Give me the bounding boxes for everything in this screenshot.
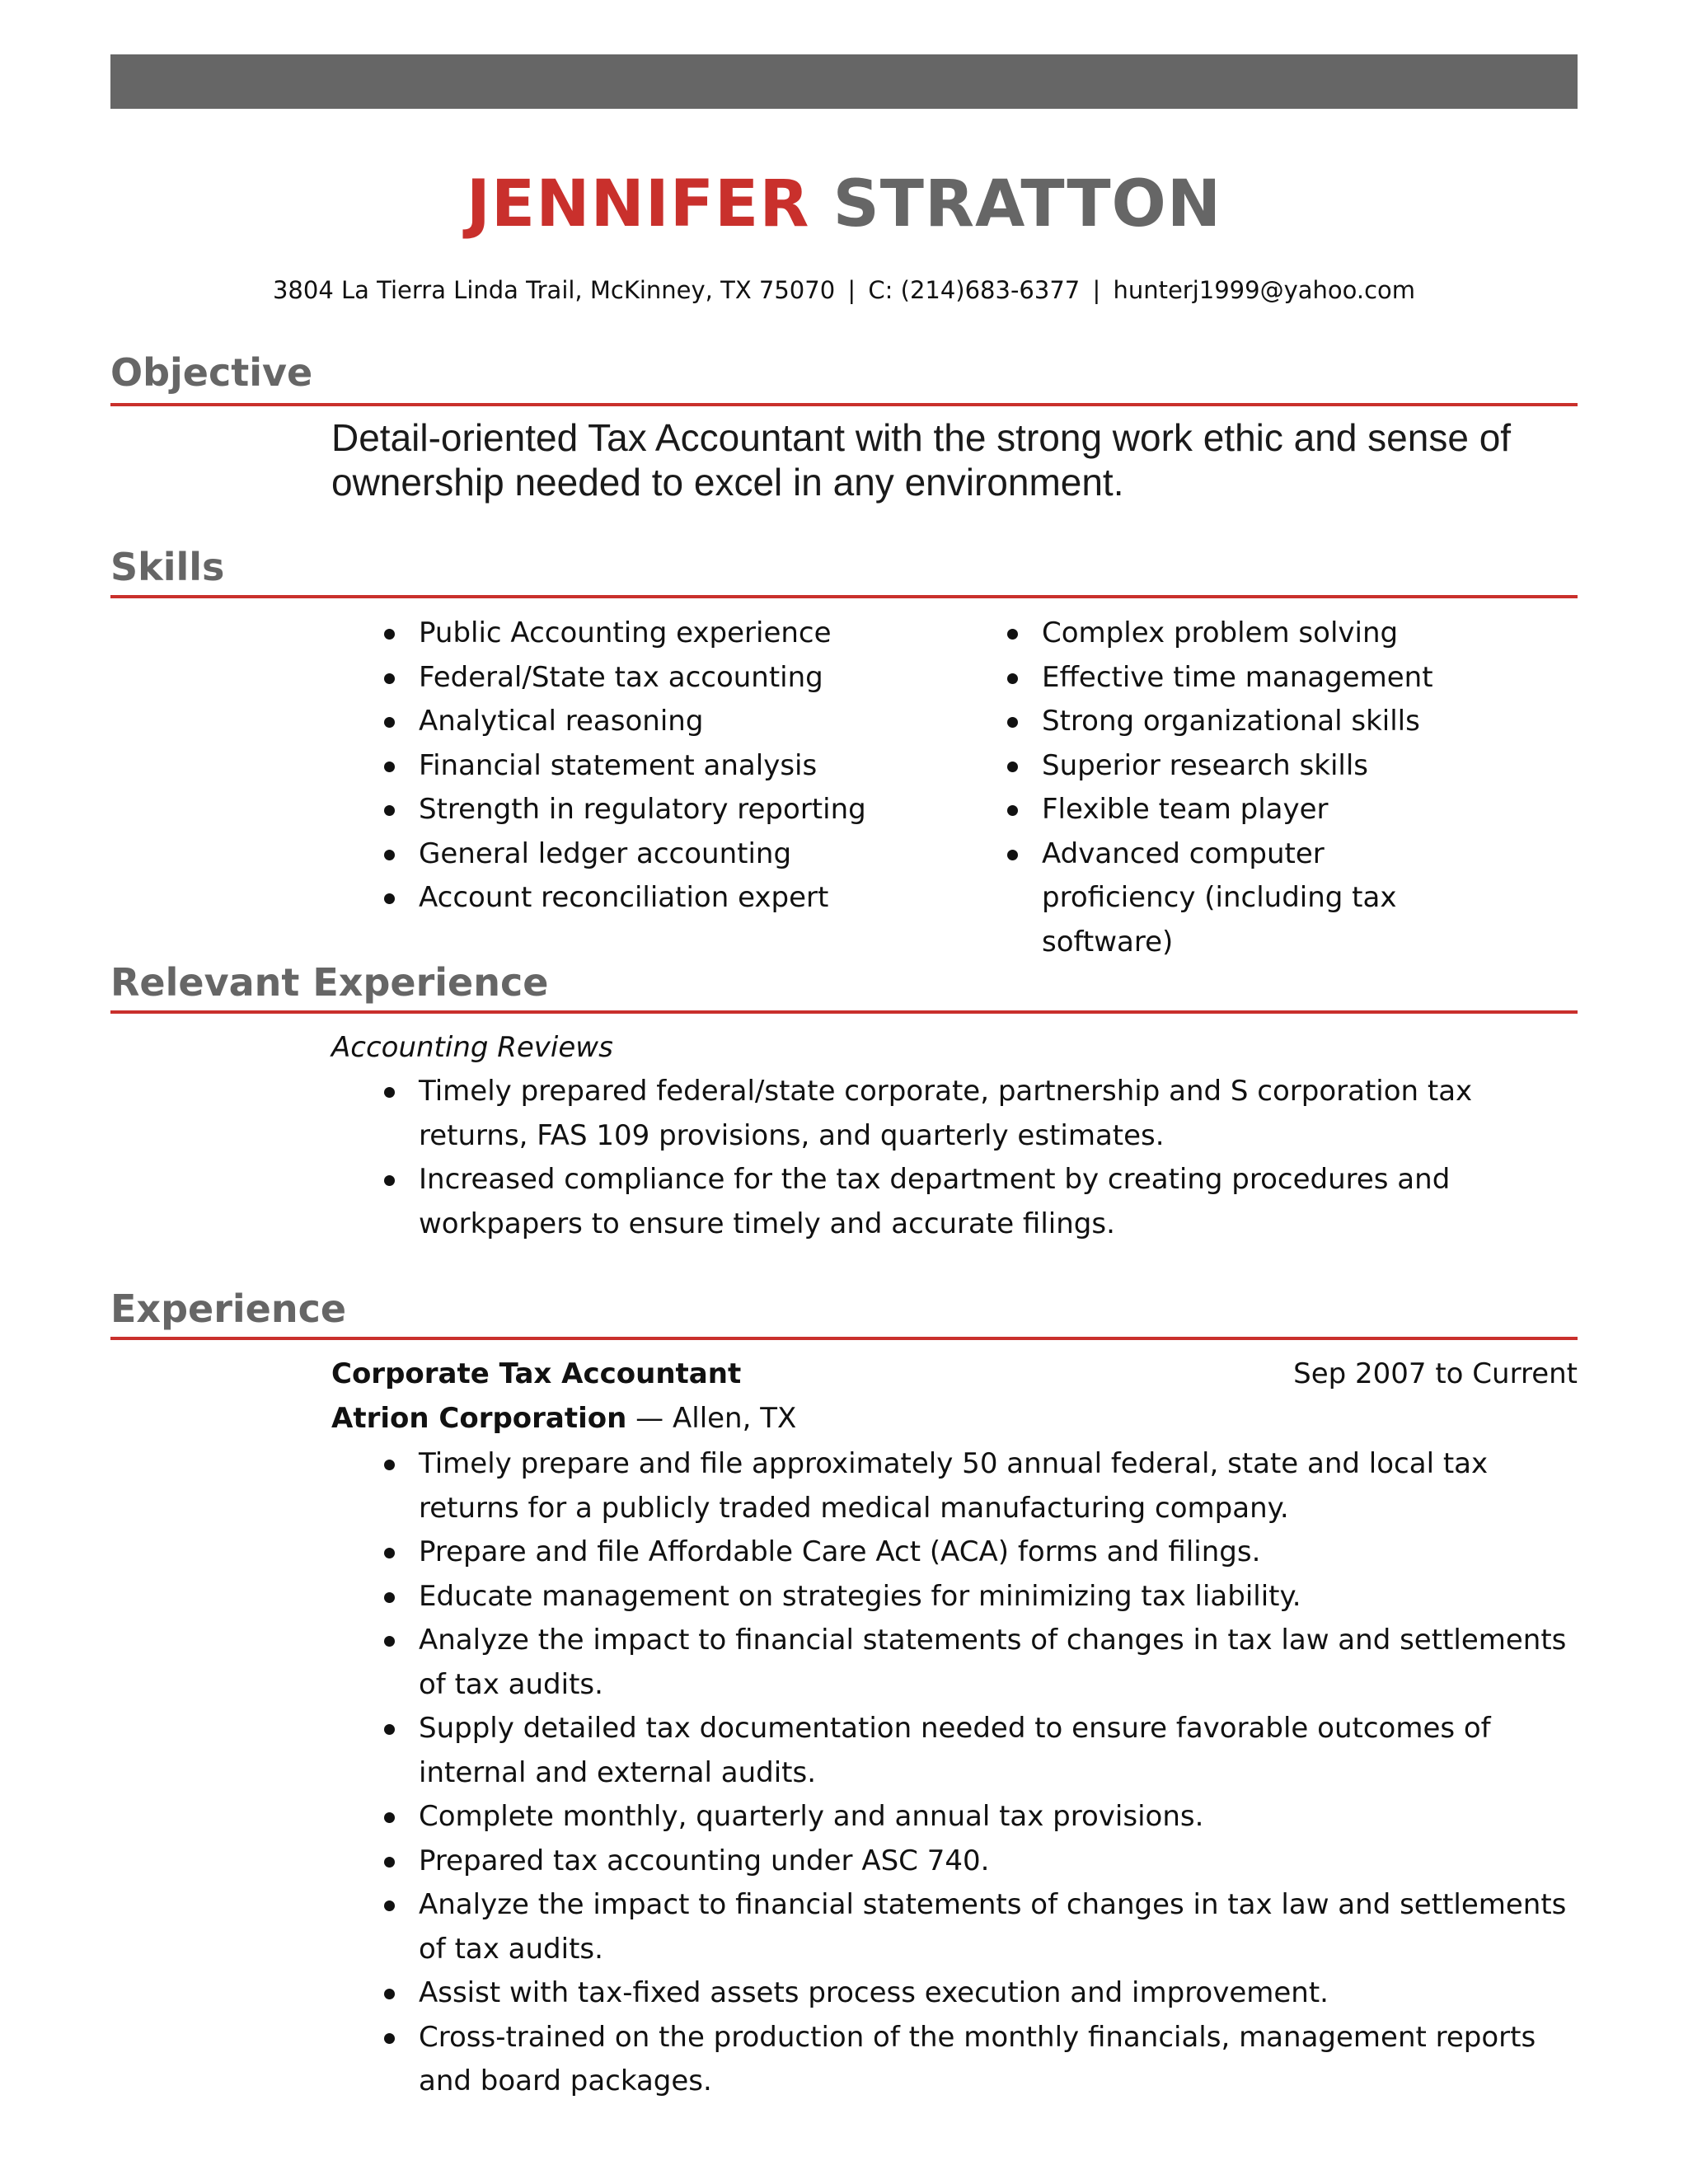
experience-bullet: Cross-trained on the production of the monthly financials, management reports and board packages.: [331, 2016, 1578, 2104]
experience-heading: Experience: [110, 1286, 347, 1331]
address: 3804 La Tierra Linda Trail, McKinney, TX 75070: [272, 276, 836, 304]
skill-item: Account reconciliation expert: [331, 876, 908, 921]
relevant-experience-heading: Relevant Experience: [110, 960, 549, 1005]
header-bar: [110, 54, 1578, 109]
skill-item: Strong organizational skills: [954, 700, 1573, 744]
experience-list: [331, 1442, 1578, 2104]
skills-heading: Skills: [110, 545, 225, 589]
skill-item: Strength in regulatory reporting: [331, 788, 908, 832]
experience-bullet: Analyze the impact to financial statements of changes in tax law and settlements of tax audits.: [331, 1883, 1578, 1971]
section-divider: [110, 403, 1578, 406]
experience-bullet: Supply detailed tax documentation needed to ensure favorable outcomes of internal and external audits.: [331, 1707, 1578, 1795]
job-title: Corporate Tax Accountant: [331, 1357, 742, 1390]
experience-bullet: Prepared tax accounting under ASC 740.: [331, 1840, 1578, 1884]
experience-bullet: Timely prepared federal/state corporate, partnership and S corporation tax returns, FAS 109 provisions, and quarterly estimates.: [331, 1070, 1578, 1158]
company-separator: —: [635, 1402, 664, 1435]
skill-item: Financial statement analysis: [331, 744, 908, 789]
phone: C: (214)683-6377: [868, 276, 1081, 304]
skill-item: Federal/State tax accounting: [331, 656, 908, 701]
skill-item: Advanced computer proficiency (including tax software): [954, 832, 1470, 965]
skill-item: Complex problem solving: [954, 612, 1573, 656]
objective-heading: Objective: [110, 350, 313, 395]
section-divider: [110, 1010, 1578, 1014]
job-location: Allen, TX: [672, 1402, 797, 1435]
company-name: Atrion Corporation: [331, 1402, 627, 1435]
experience-bullet: Complete monthly, quarterly and annual tax provisions.: [331, 1795, 1578, 1840]
email: hunterj1999@yahoo.com: [1113, 276, 1416, 304]
relevant-experience-subheading: Accounting Reviews: [331, 1031, 613, 1064]
job-dates: Sep 2007 to Current: [1293, 1357, 1578, 1390]
job-company-line: [331, 1398, 796, 1439]
skill-item: Superior research skills: [954, 744, 1573, 789]
first-name: JENNIFER: [466, 167, 810, 241]
relevant-experience-list: [331, 1070, 1578, 1246]
skill-item: General ledger accounting: [331, 832, 908, 877]
experience-bullet: Analyze the impact to financial statements of changes in tax law and settlements of tax audits.: [331, 1619, 1578, 1707]
skill-item: Flexible team player: [954, 788, 1573, 832]
skill-item: Public Accounting experience: [331, 612, 908, 656]
experience-bullet: Assist with tax-fixed assets process execution and improvement.: [331, 1971, 1578, 2016]
skills-column-1: [331, 612, 908, 921]
experience-bullet: Timely prepare and file approximately 50 annual federal, state and local tax returns for a publicly traded medical manufacturing company.: [331, 1442, 1578, 1530]
skill-item: Effective time management: [954, 656, 1573, 701]
contact-separator: |: [1092, 276, 1101, 304]
objective-text: Detail-oriented Tax Accountant with the strong work ethic and sense of ownership needed to excel in any environment.: [331, 416, 1512, 504]
experience-bullet: Educate management on strategies for minimizing tax liability.: [331, 1575, 1578, 1619]
candidate-name: [0, 163, 1688, 246]
contact-separator: |: [847, 276, 856, 304]
experience-bullet: Increased compliance for the tax department by creating procedures and workpapers to ensure timely and accurate filings.: [331, 1158, 1578, 1246]
section-divider: [110, 595, 1578, 598]
experience-bullet: Prepare and file Affordable Care Act (ACA) forms and filings.: [331, 1530, 1578, 1575]
contact-line: [0, 274, 1688, 307]
last-name: STRATTON: [832, 167, 1222, 241]
section-divider: [110, 1337, 1578, 1340]
skill-item: Analytical reasoning: [331, 700, 908, 744]
skills-column-2: [954, 612, 1573, 964]
